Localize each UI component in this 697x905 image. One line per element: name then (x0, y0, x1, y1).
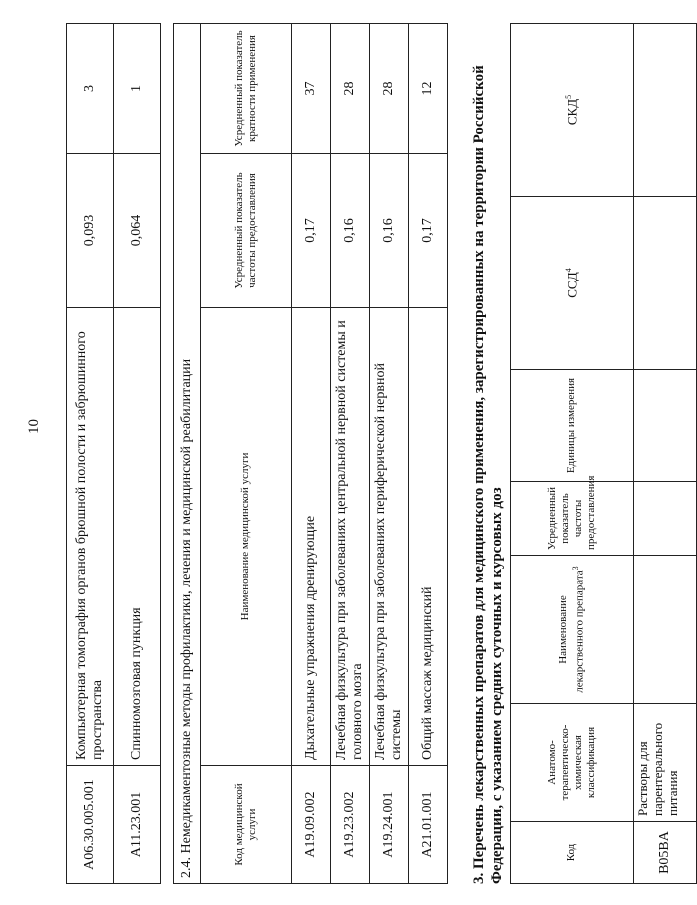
multiplicity-value: 12 (409, 23, 448, 153)
section-title: 2.4. Немедикаментозные методы профилактики, лечения и медицинской реабилитации (174, 23, 201, 883)
header-drug-name: Наименование лекарственного препарата$^3$ (511, 556, 634, 704)
service-code: A19.23.002 (331, 766, 370, 884)
service-name: Спинномозговая пункция (114, 308, 161, 766)
drug-units (634, 370, 697, 482)
section-3-title: 3. Перечень лекарственных препаратов для медицинского применения, зарегистрированных на территории Российской Федерации, с указанием средних суточных и курсовых доз (471, 65, 505, 884)
frequency-value: 0,17 (409, 154, 448, 308)
service-code: A11.23.001 (114, 766, 161, 884)
drug-name (634, 556, 697, 704)
header-units: Единицы измерения (511, 370, 634, 482)
table-row (634, 24, 697, 884)
multiplicity-value: 3 (67, 24, 114, 154)
drug-code: B05BA (634, 822, 697, 884)
header-atc: Анатомо-терапевтическо-химическая классификация (511, 704, 634, 822)
multiplicity-value: 1 (114, 24, 161, 154)
header-row (201, 23, 292, 883)
frequency-value: 0,16 (370, 154, 409, 308)
table-row (331, 23, 370, 883)
service-code: A06.30.005.001 (67, 766, 114, 884)
service-name: Компьютерная томография органов брюшной полости и забрюшинного пространства (67, 308, 114, 766)
header-name: Наименование медицинской услуги (201, 308, 292, 766)
header-frequency: Усредненный показатель частоты предоставления (511, 482, 634, 556)
header-skd: СКД$^5$ (511, 24, 634, 197)
header-frequency: Усредненный показатель частоты предоставления (201, 154, 292, 308)
header-row (511, 24, 634, 884)
table-row (114, 24, 161, 884)
service-code: A19.24.001 (370, 766, 409, 884)
service-name: Лечебная физкультура при заболеваниях центральной нервной системы и головного мозга (331, 308, 370, 766)
service-name: Общий массаж медицинский (409, 308, 448, 766)
service-code: A19.09.002 (292, 766, 331, 884)
drug-skd (634, 24, 697, 197)
drug-ssd (634, 197, 697, 370)
drugs-table (510, 23, 697, 884)
service-code: A21.01.001 (409, 766, 448, 884)
multiplicity-value: 28 (331, 23, 370, 153)
multiplicity-value: 28 (370, 23, 409, 153)
frequency-value: 0,16 (331, 154, 370, 308)
header-code: Код медицинской услуги (201, 766, 292, 884)
drug-atc: Растворы для парентерального питания (634, 704, 697, 822)
non-drug-methods-table (173, 23, 448, 884)
service-name: Дыхательные упражнения дренирующие (292, 308, 331, 766)
header-code: Код (511, 822, 634, 884)
multiplicity-value: 37 (292, 23, 331, 153)
header-multiplicity: Усредненный показатель кратности применения (201, 23, 292, 153)
frequency-value: 0,064 (114, 154, 161, 308)
rotated-page-content (66, 24, 680, 884)
frequency-value: 0,17 (292, 154, 331, 308)
page-number: 10 (26, 419, 42, 434)
table-row (292, 23, 331, 883)
services-table-continued (66, 23, 161, 884)
service-name: Лечебная физкультура при заболеваниях периферической нервной системы (370, 308, 409, 766)
table-row (409, 23, 448, 883)
section-title-row (174, 23, 201, 883)
frequency-value: 0,093 (67, 154, 114, 308)
drug-frequency (634, 482, 697, 556)
header-ssd: ССД$^4$ (511, 197, 634, 370)
table-row (370, 23, 409, 883)
table-row (67, 24, 114, 884)
